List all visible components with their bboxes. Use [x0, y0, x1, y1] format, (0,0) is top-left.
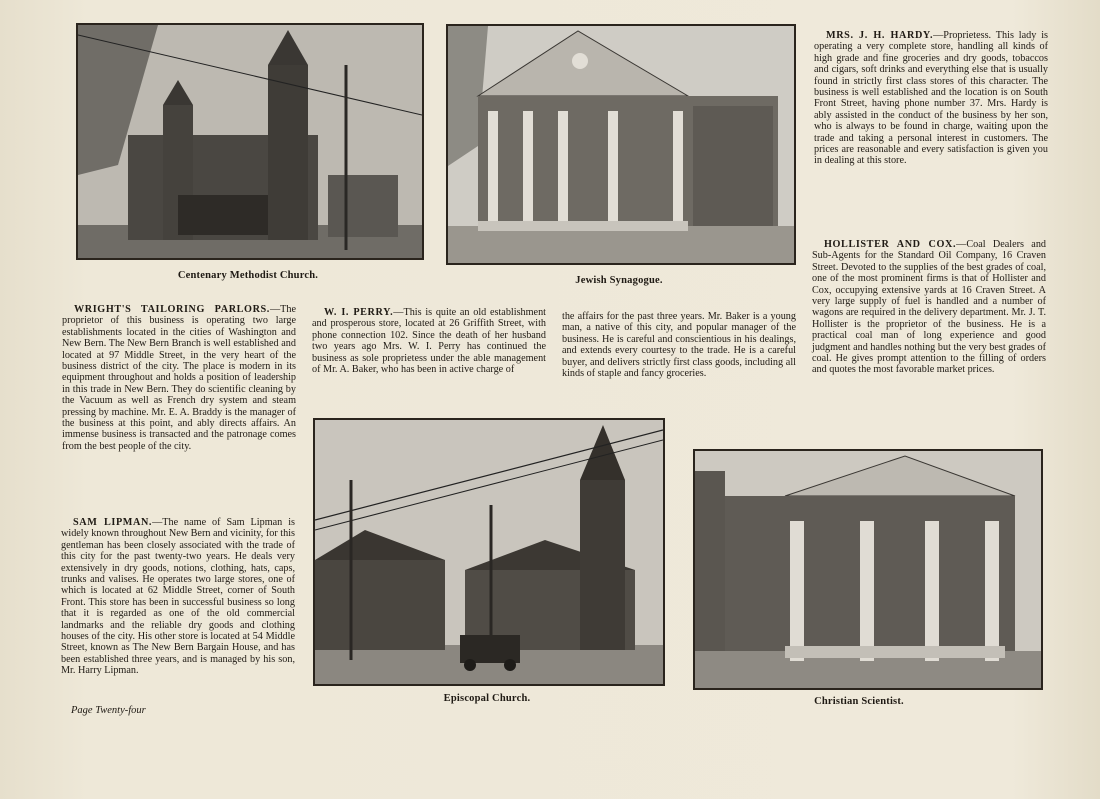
article-wright: [62, 304, 296, 452]
centenary-church-caption: Centenary Methodist Church.: [177, 270, 319, 281]
article-perry-body: —This is quite an old establishment and prosperous store, located at 26 Griffith Street, with phone connection 102. Since the death of her husband two years ago Mrs. W. I. Perry has continued the business as sole proprietess under the able management of Mr. A. Baker, who has been in active charge of: [312, 307, 546, 376]
synagogue-photo: [446, 24, 796, 265]
article-hollister: [812, 239, 1046, 376]
synagogue-caption: Jewish Synagogue.: [575, 275, 663, 286]
article-lipman-heading: SAM LIPMAN.: [73, 517, 153, 528]
article-perry: [312, 307, 546, 375]
article-perry-continued: the affairs for the past three years. Mr. Baker is a young man, a native of this city, and popular manager of the business. He is careful and conscientious in his dealings, and extends every courtesy to the trade. He is a careful buyer, and delivers strictly first class goods, including all kinds of staple and fancy groceries.: [562, 311, 796, 380]
episcopal-church-photo: [313, 418, 665, 686]
centenary-church-photo: [76, 23, 424, 260]
article-hardy: [814, 30, 1048, 167]
article-wright-heading: WRIGHT'S TAILORING PARLORS.: [74, 304, 270, 315]
article-hardy-body: —Proprietess. This lady is operating a very complete store, handling all kinds of high grade and fine groceries and dry goods, tobaccos and cigars, soft drinks and everything else that is usually found in strictly first class stores of this character. The business is well established and the location is on South Front Street, having phone number 37. Mrs. Hardy is ably assisted in the conduct of the business by her son, who is always to be found in charge, waiting upon the trade and taking a personal interest in customers. The prices are reasonable and every satisfaction is given you in dealing at this store.: [814, 30, 1048, 167]
article-hollister-body: —Coal Dealers and Sub-Agents for the Standard Oil Company, 16 Craven Street. Devoted to the supplies of the best grades of coal, one of the most prominent firms is that of Hollister and Cox, occupying extensive yards at 16 Craven Street. A very large supply of fuel is handled and a number of wagons are required in the delivery department. Mr. J. T. Hollister is the proprietor of the business. He is a practical coal man of long experience and good judgment and handles nothing but the very best grades of coal. He gives prompt attention to the filling of orders and quotes the most favorable market prices.: [812, 239, 1047, 376]
christian-scientist-caption: Christian Scientist.: [814, 696, 904, 707]
article-hardy-heading: MRS. J. H. HARDY.: [826, 30, 934, 41]
episcopal-church-caption: Episcopal Church.: [443, 693, 531, 704]
article-hollister-heading: HOLLISTER AND COX.: [824, 239, 957, 250]
article-perry-heading: W. I. PERRY.: [324, 307, 394, 318]
page-number: Page Twenty-four: [71, 705, 146, 716]
christian-scientist-photo: [693, 449, 1043, 690]
article-lipman: [61, 517, 295, 677]
article-lipman-body: —The name of Sam Lipman is widely known throughout New Bern and vicinity, for this gentleman has been closely associated with the trade of this city for the past twenty-two years. He deals very extensively in dry goods, notions, clothing, hats, caps, trunks and valises. He operates two large stores, one of which is located at 62 Middle Street, corner of South Front. This store has been in successful business so long that it is regarded as one of the old commercial landmarks and the reliable dry goods and clothing houses of the city. His other store is located at 54 Middle Street, known as The New Bern Bargain House, and has been established three years, and is managed by his son, Mr. Harry Lipman.: [61, 517, 295, 677]
article-wright-body: —The proprietor of this business is operating two large establishments located in the cities of Washington and New Bern. The New Bern Branch is well established and located at 97 Middle Street, in the very heart of the business district of the city. The place is modern in its equipment throughout and holds a position of leadership in this trade in New Bern. They do scientific cleaning by the Vacuum as well as French dry system and steam pressing by machine. Mr. E. A. Braddy is the manager of the business at this point, and ably directs affairs. An immense business is transacted and the patronage comes from the best people of the city.: [62, 304, 296, 452]
